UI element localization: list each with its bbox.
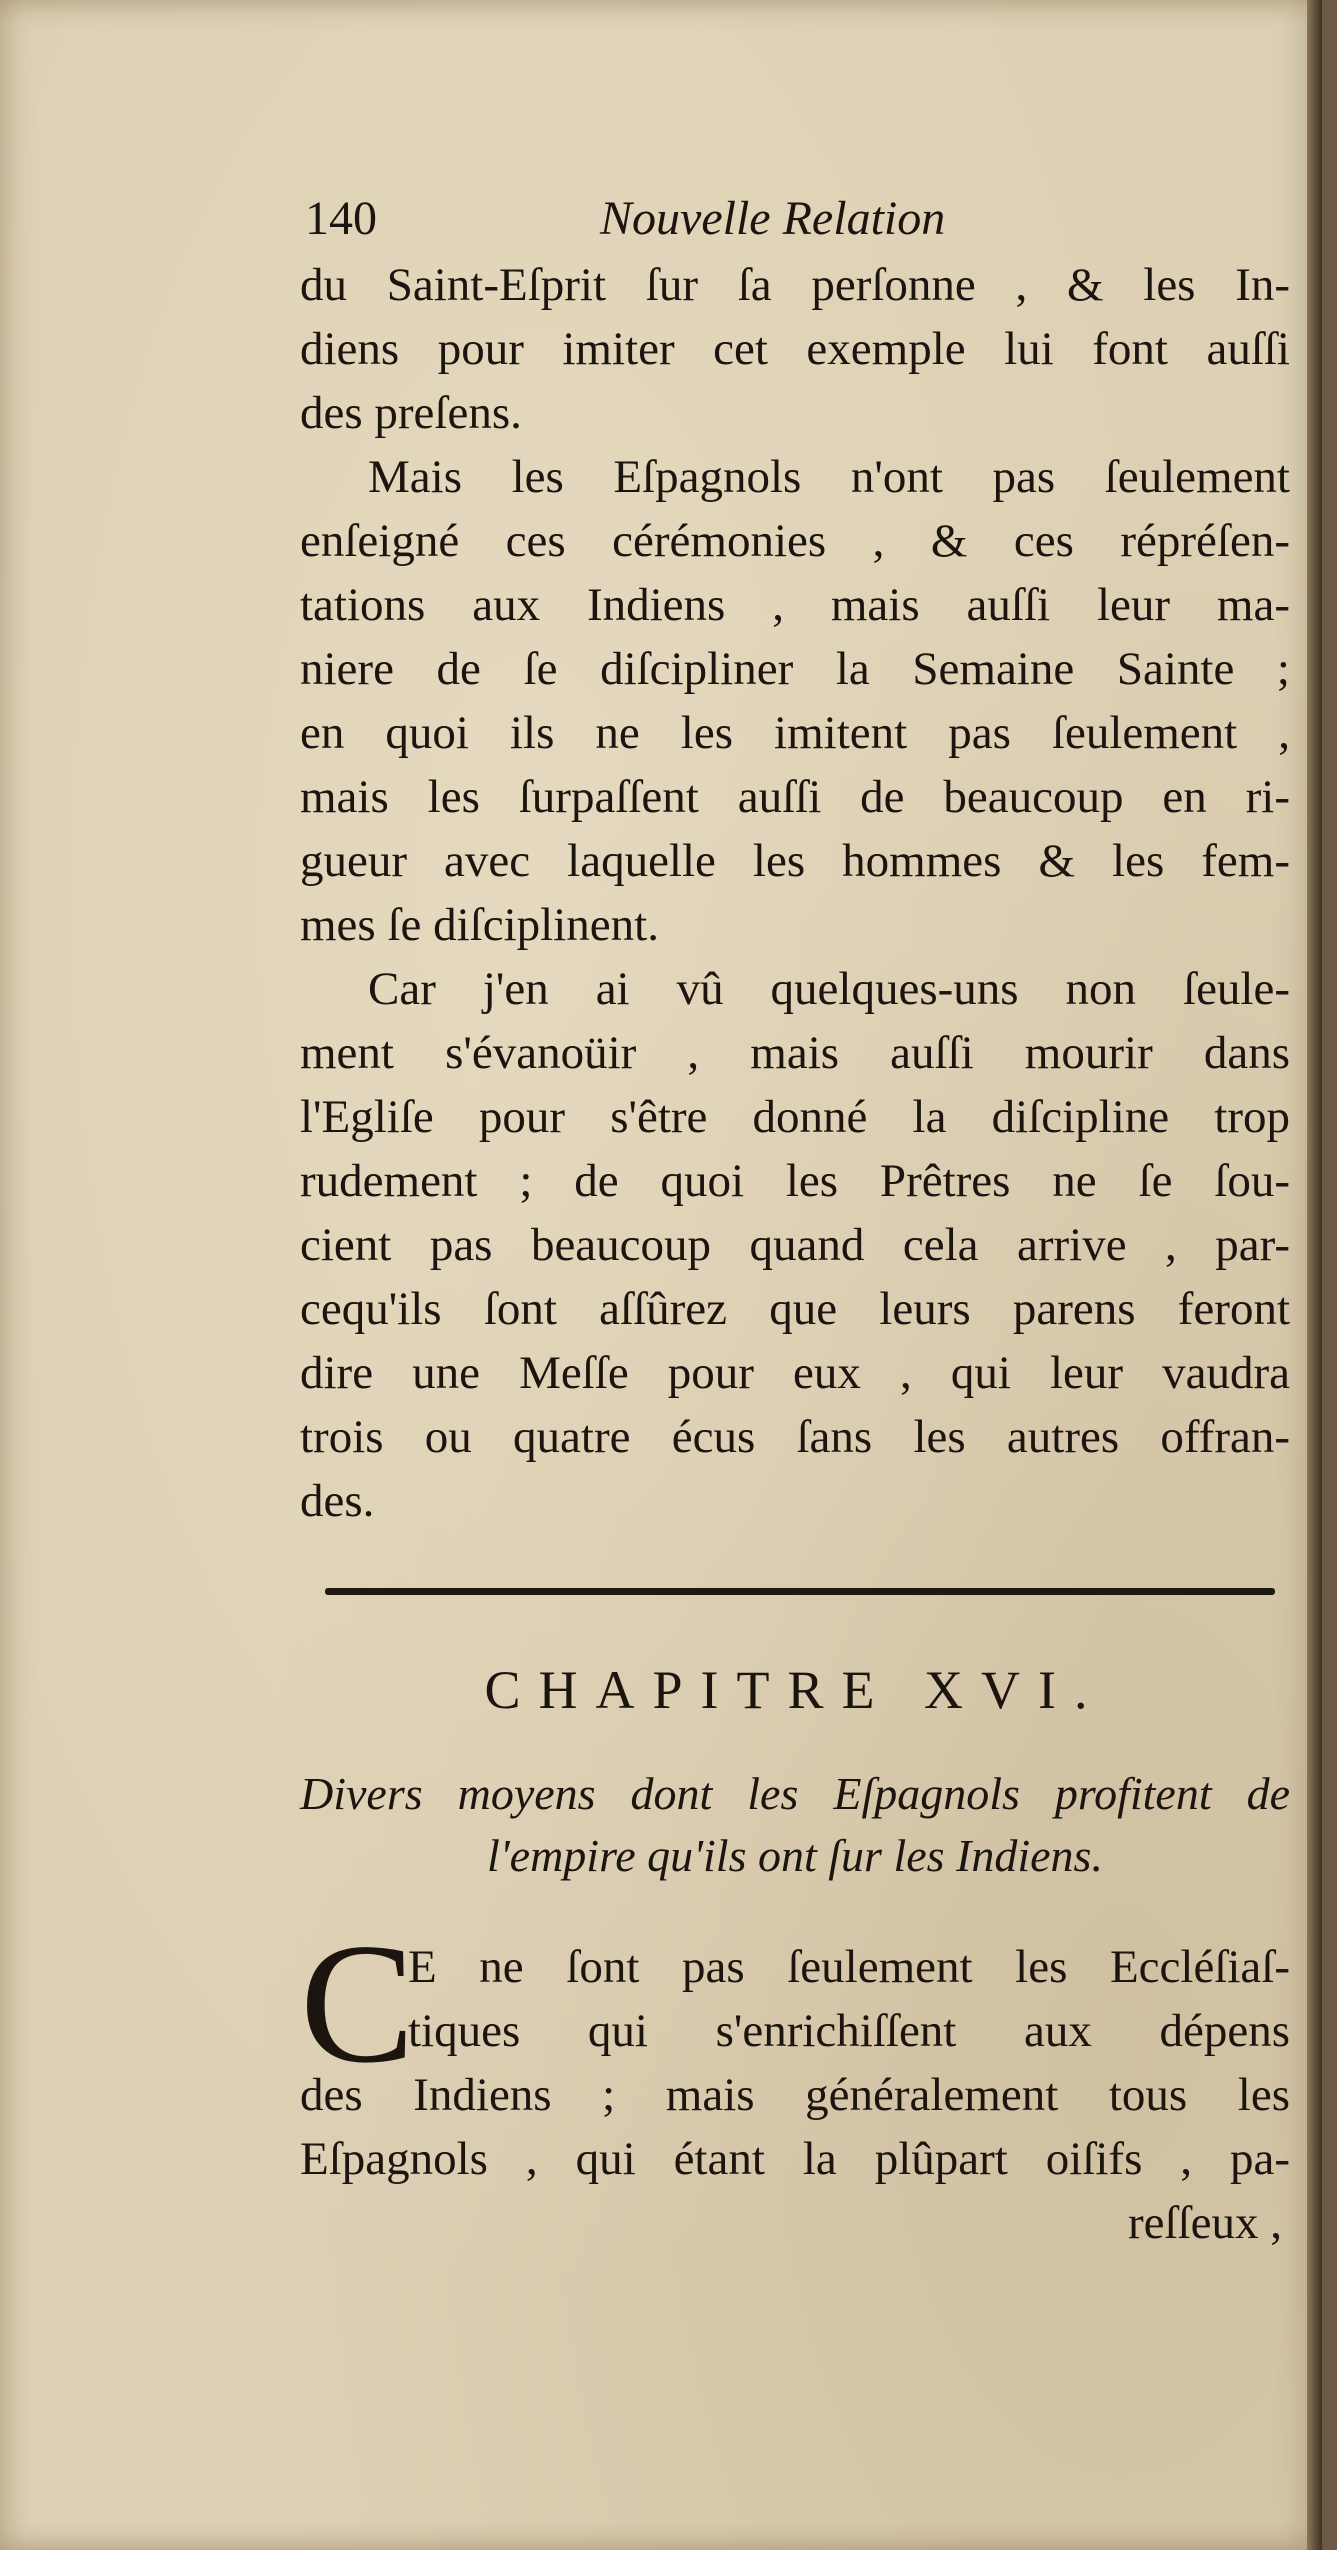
text-line: diens pour imiter cet exemple lui font auſſi xyxy=(300,323,1290,375)
text-line: des. xyxy=(300,1475,375,1527)
text-line: des preſens. xyxy=(300,387,522,439)
text-line: enſeigné ces cérémonies , & ces répréſen- xyxy=(300,515,1290,567)
paragraph-3 xyxy=(300,957,1290,1533)
page-number: 140 xyxy=(305,192,377,245)
text-line: mes ſe diſciplinent. xyxy=(300,899,659,951)
text-line: dire une Meſſe pour eux , qui leur vaudra xyxy=(300,1347,1290,1399)
chapter-summary xyxy=(300,1763,1290,1887)
text-line: l'Egliſe pour s'être donné la diſcipline trop xyxy=(300,1091,1290,1143)
text-line: mais les ſurpaſſent auſſi de beaucoup en ri- xyxy=(300,771,1290,823)
page-edge xyxy=(1307,0,1322,2550)
summary-line: Divers moyens dont les Eſpagnols profitent de xyxy=(300,1768,1290,1819)
catchword: reſſeux , xyxy=(1128,2197,1282,2249)
paragraph-2 xyxy=(300,445,1290,957)
text-line: niere de ſe diſcipliner la Semaine Sainte ; xyxy=(300,643,1290,695)
chapter-title: CHAPITRE XVI. xyxy=(484,1660,1106,1720)
text-line: tiques qui s'enrichiſſent aux dépens xyxy=(408,2005,1290,2057)
summary-line: l'empire qu'ils ont ſur les Indiens. xyxy=(487,1830,1103,1881)
text-line: en quoi ils ne les imitent pas ſeulement , xyxy=(300,707,1290,759)
text-line: tations aux Indiens , mais auſſi leur ma- xyxy=(300,579,1290,631)
text-line: gueur avec laquelle les hommes & les fem- xyxy=(300,835,1290,887)
paragraph-1 xyxy=(300,253,1290,445)
text-block xyxy=(300,185,1290,2255)
chapter-opening xyxy=(300,1909,1290,2255)
text-line: cient pas beaucoup quand cela arrive , par- xyxy=(300,1219,1290,1271)
text-line: ment s'évanoüir , mais auſſi mourir dans xyxy=(300,1027,1290,1079)
running-head xyxy=(300,185,1290,253)
text-line: Car j'en ai vû quelques-uns non ſeule- xyxy=(368,963,1290,1015)
text-line: Mais les Eſpagnols n'ont pas ſeulement xyxy=(368,451,1290,503)
text-line: E ne ſont pas ſeulement les Eccléſiaſ- xyxy=(408,1941,1290,1993)
drop-cap: C xyxy=(300,1909,415,2099)
text-line: cequ'ils ſont aſſûrez que leurs parens feront xyxy=(300,1283,1290,1335)
text-line: du Saint-Eſprit ſur ſa perſonne , & les In- xyxy=(300,259,1290,311)
text-line: rudement ; de quoi les Prêtres ne ſe ſou- xyxy=(300,1155,1290,1207)
text-line: des Indiens ; mais généralement tous les xyxy=(300,2069,1290,2121)
text-line: Eſpagnols , qui étant la plûpart oiſifs , pa- xyxy=(300,2133,1290,2185)
running-title: Nouvelle Relation xyxy=(600,192,946,245)
text-line: trois ou quatre écus ſans les autres offran- xyxy=(300,1411,1290,1463)
chapter-divider-rule xyxy=(325,1588,1275,1595)
